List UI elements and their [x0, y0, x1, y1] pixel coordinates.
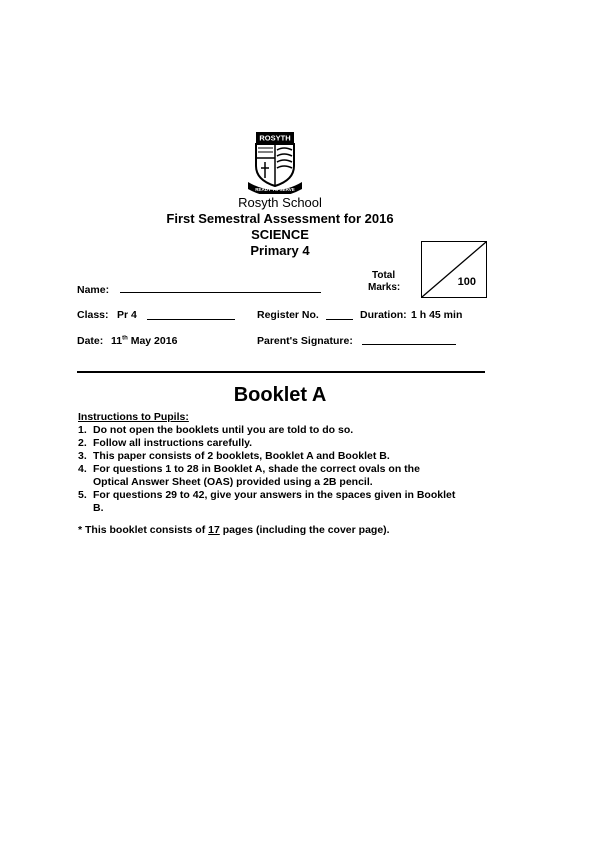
- signature-label: Parent's Signature:: [257, 335, 353, 347]
- instructions-heading: Instructions to Pupils:: [78, 411, 189, 423]
- name-field[interactable]: [120, 292, 321, 293]
- date-value: 11th May 2016: [111, 335, 178, 347]
- total-marks-label: Total Marks:: [368, 270, 401, 293]
- divider-rule: [77, 371, 485, 373]
- total-marks-box: [421, 241, 487, 298]
- crest-banner-text: ROSYTH: [259, 133, 291, 143]
- signature-field[interactable]: [362, 344, 456, 345]
- instruction-item: 4. For questions 1 to 28 in Booklet A, shade the correct ovals on the Optical Answer Sheet (OAS) provided using a 2B pencil.: [78, 463, 420, 488]
- page-count: 17: [208, 524, 220, 536]
- school-name: Rosyth School: [238, 195, 322, 210]
- name-label: Name:: [77, 284, 110, 296]
- instruction-item: 3. This paper consists of 2 booklets, Booklet A and Booklet B.: [78, 450, 390, 462]
- total-marks-value: 100: [457, 276, 476, 288]
- level-title: Primary 4: [250, 243, 310, 258]
- class-value: Pr 4: [117, 309, 137, 321]
- school-crest-logo: [246, 132, 304, 194]
- date-label: Date:: [77, 335, 104, 347]
- class-field[interactable]: [147, 319, 235, 320]
- class-label: Class:: [77, 309, 109, 321]
- instruction-item: 2. Follow all instructions carefully.: [78, 437, 253, 449]
- register-field[interactable]: [326, 319, 353, 320]
- duration-value: 1 h 45 min: [411, 309, 463, 321]
- subject-title: SCIENCE: [251, 227, 309, 242]
- assessment-title: First Semestral Assessment for 2016: [166, 211, 394, 226]
- booklet-title: Booklet A: [233, 384, 327, 406]
- register-label: Register No.: [257, 309, 319, 321]
- crest-motto-text: READY TO SERVE: [255, 187, 295, 192]
- duration-label: Duration:: [360, 309, 407, 321]
- instructions-list: [78, 424, 478, 515]
- page-count-note: * This booklet consists of 17 pages (including the cover page).: [78, 524, 390, 536]
- instruction-item: 1. Do not open the booklets until you are told to do so.: [78, 424, 354, 436]
- instruction-item: 5. For questions 29 to 42, give your answers in the spaces given in Booklet B.: [78, 489, 456, 514]
